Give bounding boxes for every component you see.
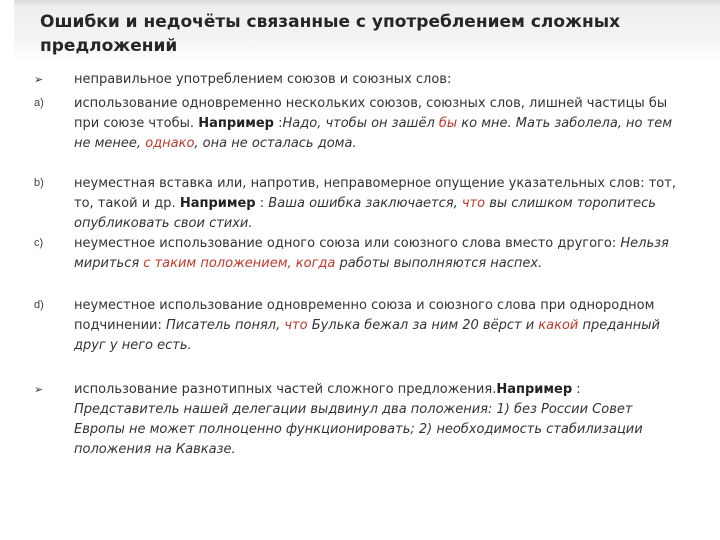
text-run: , она не осталась дома. — [194, 136, 357, 151]
arrow-bullet-icon: ➢ — [34, 384, 44, 396]
highlighted-word: с таким положением, когда — [143, 256, 336, 271]
text-run: неуместное использование одновременно союза и союзного слова при однородном подчинении: — [74, 298, 655, 333]
highlighted-word: какой — [538, 318, 579, 333]
item-text — [74, 380, 684, 460]
example-label: Например — [496, 382, 573, 397]
text-run: Надо, чтобы он зашёл — [282, 116, 439, 131]
item-text — [74, 94, 684, 154]
text-run: использование разнотипных частей сложного предложения. — [74, 382, 497, 397]
text-run: неуместная вставка или, напротив, неправомерное опущение указательных слов: тот, то, такой и др. — [74, 176, 676, 211]
item-text — [74, 234, 684, 274]
example-label: Например — [198, 116, 274, 131]
item-text — [74, 174, 684, 234]
text-run: неуместное использование одного союза или союзного слова вместо другого: — [74, 236, 621, 251]
text-run: Ваша ошибка заключается, — [268, 196, 462, 211]
highlighted-word: однако — [145, 136, 195, 151]
slide-title: Ошибки и недочёты связанные с употреблением сложных предложений — [40, 12, 621, 56]
text-run: использование одновременно нескольких союзов, союзных слов, лишней частицы бы при союзе чтобы. — [74, 96, 668, 131]
text-run: Булька бежал за ним 20 вёрст и — [307, 318, 539, 333]
list-marker: a) — [34, 97, 44, 109]
list-marker: b) — [34, 177, 44, 189]
text-run: Представитель нашей делегации выдвинул два положения: 1) без России Совет Европы не может полноценно функционировать; 2) необходимость стабилизации положения на Кавказе. — [74, 402, 643, 457]
item-text — [74, 70, 684, 90]
arrow-bullet-icon: ➢ — [34, 74, 44, 86]
text-run: : — [255, 196, 269, 211]
text-run: работы выполняются наспех. — [335, 256, 543, 271]
text-run: вы слишком торопитесь опубликовать свои стихи. — [74, 196, 656, 231]
highlighted-word: что — [461, 196, 486, 211]
text-run: Писатель понял, — [165, 318, 285, 333]
example-label: Например — [179, 196, 256, 211]
list-marker: d) — [34, 299, 44, 311]
text-run: : — [274, 116, 283, 131]
text-run: преданный друг у него есть. — [74, 318, 660, 353]
list-marker: c) — [34, 237, 44, 249]
text-run: Нельзя мириться — [74, 236, 669, 271]
text-run: : — [572, 382, 581, 397]
text-run: неправильное употреблением союзов и союзных слов: — [74, 72, 452, 87]
highlighted-word: бы — [438, 116, 458, 131]
item-text — [74, 296, 684, 356]
highlighted-word: что — [284, 318, 308, 333]
text-run: ко мне. Мать заболела, но тем не менее, — [74, 116, 673, 151]
